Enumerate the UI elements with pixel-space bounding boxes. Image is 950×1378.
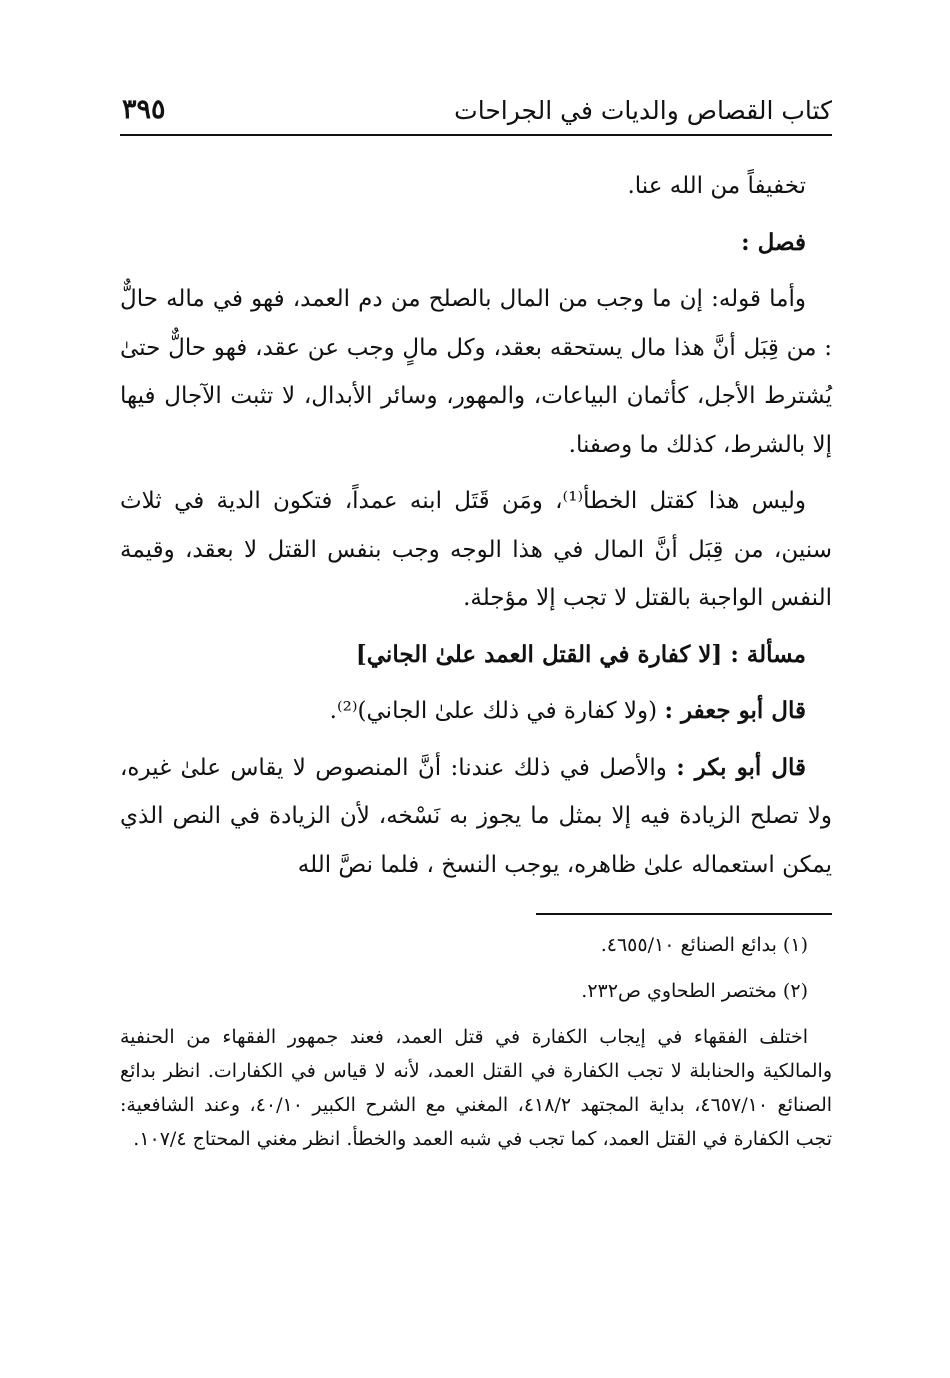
abu-jafar-label: قال أبو جعفر :	[664, 697, 806, 724]
masala-label: مسألة :	[730, 640, 806, 668]
paragraph-abu-bakr	[120, 744, 832, 890]
masala-title: [لا كفارة في القتل العمد علىٰ الجاني]	[355, 640, 723, 668]
page-number: ٣٩٥	[122, 94, 166, 125]
footnote-2: (٢) مختصر الطحاوي ص٢٣٢.	[581, 980, 808, 1002]
masala-heading	[120, 631, 832, 680]
abu-jafar-text: (ولا كفارة في ذلك علىٰ الجاني)⁽²⁾.	[329, 698, 658, 724]
page-header	[120, 90, 832, 136]
footnotes	[120, 928, 832, 1156]
section-heading-fasl: فصل :	[741, 228, 806, 256]
paragraph-accidental-killing: وليس هذا كقتل الخطأ⁽¹⁾، ومَن قَتَل ابنه عمداً، فتكون الدية في ثلاث سنين، من قِبَل أنَّ المال في هذا الوجه وجب بنفس القتل لا بعقد، وقيمة النفس الواجبة بالقتل لا تجب إلا مؤجلة.	[120, 488, 832, 611]
abu-bakr-text: والأصل في ذلك عندنا: أنَّ المنصوص لا يقاس علىٰ غيره، ولا تصلح الزيادة فيه إلا بمثل ما يجوز به نَسْخه، لأن الزيادة في النص الذي يمكن استعماله علىٰ ظاهره، يوجب النسخ ، فلما نصَّ الله	[120, 754, 832, 878]
running-title: كتاب القصاص والديات في الجراحات	[454, 96, 832, 125]
paragraph-debt-settlement: وأما قوله: إن ما وجب من المال بالصلح من دم العمد، فهو في ماله حالٌّ : من قِبَل أنَّ هذا مال يستحقه بعقد، وكل مالٍ وجب عن عقد، فهو حالٌّ حتىٰ يُشترط الأجل، كأثمان البياعات، والمهور، وسائر الأبدال، لا تثبت الآجال فيها إلا بالشرط، كذلك ما وصفنا.	[120, 286, 832, 458]
footnote-2-note: اختلف الفقهاء في إيجاب الكفارة في قتل العمد، فعند جمهور الفقهاء من الحنفية والمالكية والحنابلة لا تجب الكفارة في القتل العمد، لأنه لا قياس في الكفارات. انظر بدائع الصنائع ٤٦٥٧/١٠، بداية المجتهد ٤١٨/٢، المغني مع الشرح الكبير ٤٠/١٠، وعند الشافعية: تجب الكفارة في القتل العمد، كما تجب في شبه العمد والخطأ. انظر مغني المحتاج ١٠٧/٤.	[120, 1026, 833, 1150]
paragraph-abu-jafar	[120, 687, 832, 736]
paragraph-intro: تخفيفاً من الله عنا.	[627, 173, 806, 199]
footnote-1: (١) بدائع الصنائع ٤٦٥٥/١٠.	[600, 934, 808, 956]
main-text	[120, 162, 832, 889]
footnote-divider	[536, 913, 832, 915]
abu-bakr-label: قال أبو بكر :	[676, 753, 807, 781]
